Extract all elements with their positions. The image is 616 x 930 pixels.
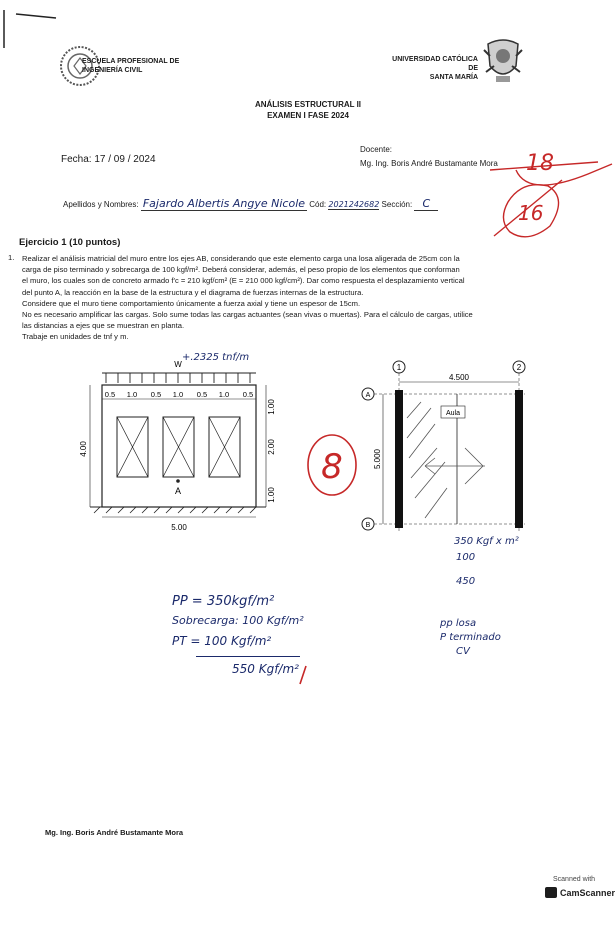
statement-line: el muro, los cuales son de concreto armado f'c = 210 kgf/cm² (E = 210 000 kgf/cm²). Dar como respuesta el desplazamiento vertical (22, 276, 465, 286)
grade-bottom: 16 (518, 201, 544, 225)
plan-left-dimension: 5.000 (373, 448, 382, 470)
docente-name: Mg. Ing. Boris André Bustamante Mora (360, 159, 498, 168)
dim-label: 0.5 (104, 390, 116, 399)
grade-top: 18 (526, 151, 554, 176)
scanner-brand: CamScanner (560, 888, 616, 898)
axis-b-label: B (365, 522, 371, 529)
cod-value: 2021242682 (328, 200, 380, 209)
exam-title: EXAMEN I FASE 2024 (267, 111, 349, 120)
dim-label: 0.5 (196, 390, 208, 399)
slab-hatch-sketch (407, 402, 485, 518)
apellidos-label: Apellidos y Nombres: (63, 200, 139, 209)
note-pp-losa: pp losa (440, 618, 477, 629)
statement-line: carga de piso terminado y sobrecarga de 100 kgf/m². Deberá considerar, además, el peso propio de los elementos que conforman (22, 265, 460, 275)
univ-line1: UNIVERSIDAD CATÓLICA DE (392, 56, 478, 72)
seccion-label: Sección: (381, 200, 413, 209)
calc-right-3: 450 (456, 576, 476, 587)
check-mark (296, 664, 310, 686)
left-dimension: 4.00 (79, 441, 88, 457)
calc-right-2: 100 (456, 552, 476, 563)
docente-label: Docente: (360, 145, 393, 154)
wall-ab (395, 390, 403, 528)
axis-1-label: 1 (396, 363, 402, 372)
dim-label: 1.0 (126, 390, 138, 399)
dim-label: 2.00 (267, 439, 276, 455)
dim-label: 1.0 (172, 390, 184, 399)
load-arrows (106, 373, 250, 383)
seccion-value: C (414, 197, 438, 211)
dim-label: 0.5 (150, 390, 162, 399)
dim-label: 1.00 (267, 487, 276, 503)
exercise-statement (22, 253, 582, 343)
school-name (82, 57, 179, 75)
load-note: +.2325 tnf/m (182, 352, 250, 363)
statement-line: No es necesario amplificar las cargas. Solo sume todas las cargas actuantes (sean vivas o muertas). Para el cálculo de cargas, utilice (22, 310, 473, 320)
axis-2-label: 2 (516, 363, 522, 372)
school-line2: INGENIERÍA CIVIL (82, 67, 143, 74)
university-crest-icon (482, 36, 524, 86)
note-cv: CV (456, 646, 470, 657)
note-p-terminado: P terminado (440, 632, 501, 643)
floor-plan-diagram (355, 358, 535, 538)
axis-a-label: A (365, 392, 371, 399)
wall-2 (515, 390, 523, 528)
point-a-label: A (174, 486, 182, 496)
calc-sum: 550 Kgf/m² (232, 662, 299, 676)
calc-underline (196, 656, 300, 657)
course-title: ANÁLISIS ESTRUCTURAL II (254, 100, 362, 109)
plan-top-dimension: 4.500 (448, 373, 470, 382)
grade-mark (488, 140, 616, 250)
right-dimensions (267, 399, 276, 503)
circled-score-value: 8 (321, 447, 343, 487)
student-line (63, 197, 438, 210)
exercise-number: 1. (8, 253, 15, 262)
calc-sobrecarga: Sobrecarga: 100 Kgf/m² (172, 614, 304, 627)
university-name (386, 55, 478, 82)
dim-label: 1.0 (218, 390, 230, 399)
exercise-title: Ejercicio 1 (10 puntos) (19, 237, 121, 248)
load-label: W (174, 360, 182, 369)
footer-name: Mg. Ing. Boris André Bustamante Mora (45, 828, 184, 837)
cod-label: Cód: (309, 200, 327, 209)
circled-score (302, 430, 362, 500)
wall-elevation-diagram (60, 345, 300, 545)
statement-line: las distancias a ejes que se muestran en planta. (22, 321, 185, 331)
apellidos-value: Fajardo Albertis Angye Nicole (142, 197, 306, 210)
calc-pt: PT = 100 Kgf/m² (172, 634, 272, 648)
statement-line: del punto A, la reacción en la base de la estructura y el diagrama de fuerzas internas de la estructura. (22, 287, 364, 297)
dim-label: 1.00 (267, 399, 276, 415)
statement-line: Considere que el muro tiene comportamiento únicamente a fuerza axial y tiene un espesor de 15cm. (22, 298, 361, 308)
statement-line: Realizar el análisis matricial del muro entre los ejes AB, considerando que este elemento carga una losa aligerada de 25cm con la (22, 254, 460, 263)
school-line1: ESCUELA PROFESIONAL DE (82, 58, 180, 65)
calc-right-1: 350 Kgf x m² (454, 536, 519, 547)
bottom-dimension: 5.00 (171, 523, 187, 532)
point-a-marker (176, 479, 180, 483)
scanner-text: Scanned with (553, 876, 596, 883)
camscanner-icon (545, 887, 557, 898)
univ-line2: SANTA MARÍA (429, 74, 478, 81)
calc-pp: PP = 350kgf/m² (172, 594, 275, 609)
dim-label: 0.5 (242, 390, 254, 399)
room-label: Aula (445, 410, 461, 417)
statement-line: Trabaje en unidades de tnf y m. (22, 332, 129, 342)
top-dimensions (105, 390, 253, 399)
exam-date: Fecha: 17 / 09 / 2024 (61, 154, 156, 165)
